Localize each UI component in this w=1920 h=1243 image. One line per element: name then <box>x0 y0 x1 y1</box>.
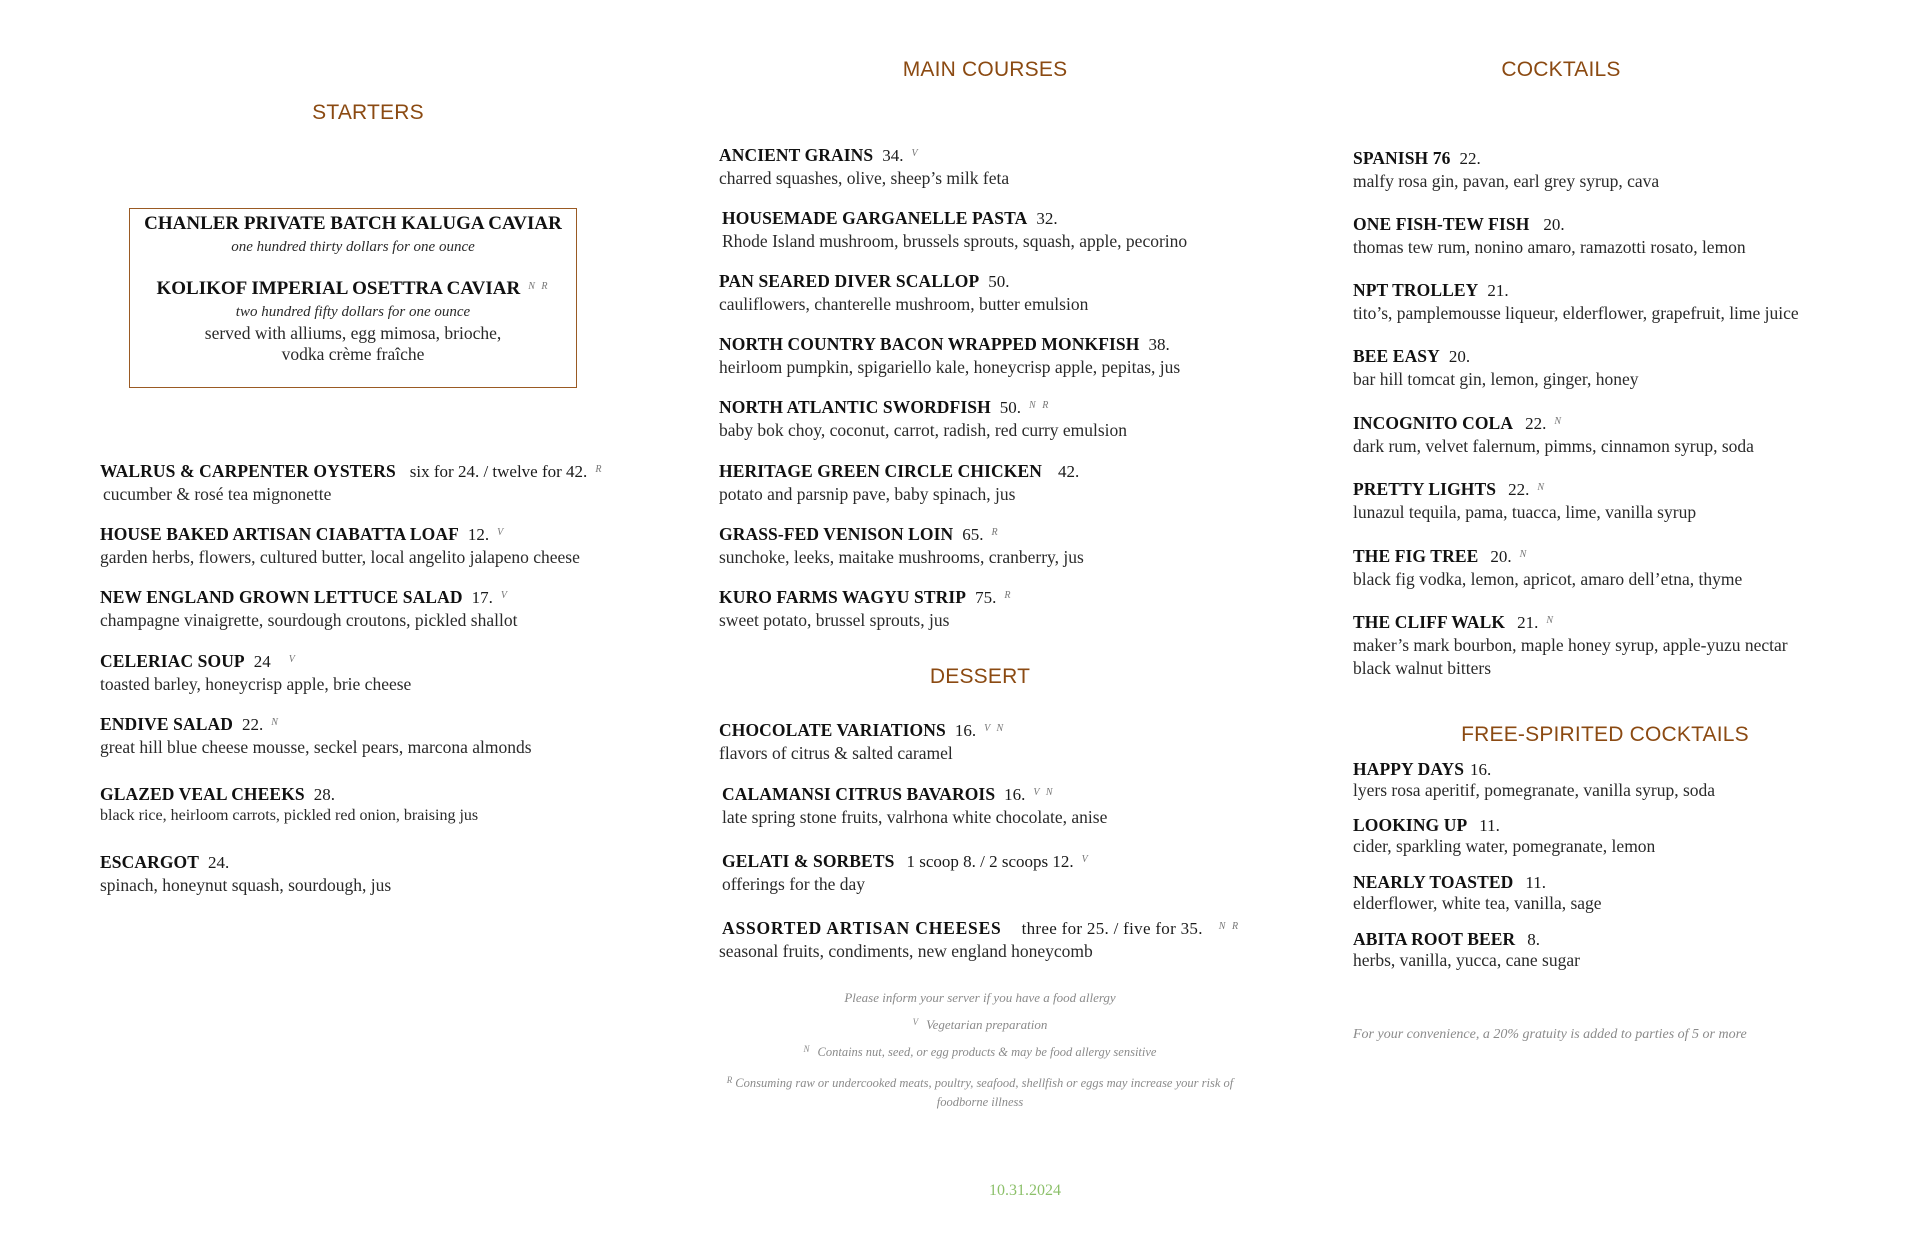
menu-item <box>100 714 532 758</box>
raw-note <box>716 1071 1244 1112</box>
menu-item <box>1353 346 1639 390</box>
item-marks: V N <box>1033 787 1055 798</box>
item-desc: cucumber & rosé tea mignonette <box>103 484 332 504</box>
dessert-title: DESSERT <box>929 665 1031 688</box>
item-price: 20. <box>1490 547 1512 566</box>
menu-item <box>719 918 1241 962</box>
item-price: 75. <box>975 588 997 607</box>
item-price: 42. <box>1057 462 1080 481</box>
caviar-box <box>129 208 577 388</box>
item-price: 34. <box>882 146 904 165</box>
item-name: PRETTY LIGHTS <box>1353 479 1497 499</box>
menu-item <box>719 397 1127 441</box>
menu-item <box>719 524 1084 568</box>
caviar-served-line: vodka crème fraîche <box>281 344 425 364</box>
menu-item <box>1353 546 1742 590</box>
item-marks: V N <box>984 723 1006 734</box>
menu-item <box>100 524 580 568</box>
menu-item <box>719 334 1180 378</box>
item-desc: maker’s mark bourbon, maple honey syrup, apple-yuzu nectar <box>1353 635 1788 655</box>
cocktails-title: COCKTAILS <box>1501 58 1621 81</box>
item-desc: sweet potato, brussel sprouts, jus <box>719 610 950 630</box>
menu-item <box>1353 280 1799 324</box>
menu-item <box>100 461 603 505</box>
item-name: CALAMANSI CITRUS BAVAROIS <box>722 784 996 804</box>
item-name: HAPPY DAYS <box>1353 759 1465 779</box>
item-price: 1 scoop 8. / 2 scoops 12. <box>906 852 1074 871</box>
item-desc: seasonal fruits, condiments, new england honeycomb <box>719 941 1093 961</box>
item-marks: V <box>1081 854 1090 865</box>
item-price: 32. <box>1036 209 1058 228</box>
menu-item <box>719 461 1087 505</box>
menu-item <box>722 851 1090 895</box>
menu-item <box>1353 479 1696 523</box>
item-price: 24 <box>253 652 271 671</box>
item-price: 22. <box>1525 414 1547 433</box>
item-marks: N <box>1537 482 1547 493</box>
menu-item <box>722 208 1187 252</box>
item-name: INCOGNITO COLA <box>1353 413 1514 433</box>
item-marks: R <box>595 464 604 475</box>
menu-item <box>1353 214 1746 258</box>
item-price: 24. <box>208 853 230 872</box>
vegetarian-note <box>720 1017 1240 1033</box>
item-desc: garden herbs, flowers, cultured butter, local angelito jalapeno cheese <box>100 547 580 567</box>
item-name: ESCARGOT <box>100 852 200 872</box>
menu-item <box>1353 759 1715 801</box>
nut-note <box>720 1044 1240 1060</box>
item-marks: N R <box>1218 921 1241 932</box>
item-desc: spinach, honeynut squash, sourdough, jus <box>100 875 392 895</box>
item-price: 50. <box>988 272 1010 291</box>
item-name: GLAZED VEAL CHEEKS <box>100 784 305 804</box>
item-desc: elderflower, white tea, vanilla, sage <box>1353 893 1602 913</box>
item-name: ASSORTED ARTISAN CHEESES <box>722 918 1002 938</box>
menu-item <box>100 784 478 825</box>
item-desc: lunazul tequila, pama, tuacca, lime, vanilla syrup <box>1353 502 1697 522</box>
item-name: GELATI & SORBETS <box>722 851 895 871</box>
item-name: ONE FISH-TEW FISH <box>1353 214 1530 234</box>
item-desc: heirloom pumpkin, spigariello kale, honeycrisp apple, pepitas, jus <box>719 357 1181 377</box>
item-name: SPANISH 76 <box>1353 148 1451 168</box>
item-name: THE CLIFF WALK <box>1353 612 1506 632</box>
item-name: NORTH ATLANTIC SWORDFISH <box>719 397 991 417</box>
item-name: GRASS-FED VENISON LOIN <box>719 524 954 544</box>
menu-item <box>1353 815 1655 857</box>
item-marks: N <box>1554 416 1563 427</box>
item-marks: V <box>500 590 509 601</box>
item-desc: flavors of citrus & salted caramel <box>719 743 953 763</box>
item-name: ANCIENT GRAINS <box>719 145 874 165</box>
menu-item <box>100 587 517 631</box>
menu-item <box>1353 612 1788 679</box>
item-name: CELERIAC SOUP <box>100 651 245 671</box>
item-desc: champagne vinaigrette, sourdough croutons, pickled shallot <box>100 610 518 630</box>
item-price: 21. <box>1517 613 1539 632</box>
item-marks: R <box>1004 590 1013 601</box>
item-name: HERITAGE GREEN CIRCLE CHICKEN <box>719 461 1042 481</box>
item-price: 50. <box>999 398 1022 417</box>
mains-title: MAIN COURSES <box>902 58 1068 81</box>
item-marks: V <box>497 527 506 538</box>
menu-item <box>1353 148 1659 192</box>
item-price: two hundred fifty dollars for one ounce <box>235 304 471 320</box>
item-marks: N <box>1519 549 1529 560</box>
item-name: KURO FARMS WAGYU STRIP <box>719 587 967 607</box>
caviar-item <box>130 213 576 256</box>
item-desc: sunchoke, leeks, maitake mushrooms, cranberry, jus <box>719 547 1084 567</box>
item-price: one hundred thirty dollars for one ounce <box>231 239 475 255</box>
nut-mark: N <box>803 1044 810 1054</box>
item-name: ABITA ROOT BEER <box>1353 929 1516 949</box>
menu-item <box>100 852 391 896</box>
menu-item <box>719 145 1009 189</box>
veg-text: Vegetarian preparation <box>926 1017 1048 1032</box>
item-name: NORTH COUNTRY BACON WRAPPED MONKFISH <box>719 334 1140 354</box>
menu-item <box>719 587 1012 631</box>
item-price: 22. <box>1459 149 1481 168</box>
item-desc: black walnut bitters <box>1353 658 1492 678</box>
item-name: NEW ENGLAND GROWN LETTUCE SALAD <box>100 587 463 607</box>
item-desc: black rice, heirloom carrots, pickled red onion, braising jus <box>100 807 479 824</box>
item-price: 22. <box>1508 480 1530 499</box>
item-name: HOUSEMADE GARGANELLE PASTA <box>722 208 1028 228</box>
item-name: BEE EASY <box>1353 346 1440 366</box>
item-price: 16. <box>1004 785 1026 804</box>
item-desc: bar hill tomcat gin, lemon, ginger, honey <box>1353 369 1639 389</box>
menu-date: 10.31.2024 <box>989 1182 1061 1199</box>
item-price: 20. <box>1543 215 1565 234</box>
item-price: 20. <box>1448 347 1471 366</box>
item-name: CHOCOLATE VARIATIONS <box>719 720 946 740</box>
item-name: THE FIG TREE <box>1353 546 1479 566</box>
item-price: 11. <box>1525 873 1547 892</box>
caviar-served-line: served with alliums, egg mimosa, brioche, <box>204 323 502 343</box>
menu-item <box>1353 929 1580 971</box>
item-name: CHANLER PRIVATE BATCH KALUGA CAVIAR <box>144 213 562 234</box>
item-marks: R <box>991 527 1000 538</box>
starters-title: STARTERS <box>312 101 424 124</box>
caviar-item <box>130 278 576 321</box>
item-marks: V <box>911 148 920 159</box>
item-price: 12. <box>467 525 490 544</box>
veg-mark: V <box>912 1017 919 1027</box>
item-price: 38. <box>1148 335 1170 354</box>
item-desc: cider, sparkling water, pomegranate, lemon <box>1353 836 1656 856</box>
item-desc: cauliflowers, chanterelle mushroom, butter emulsion <box>719 294 1089 314</box>
menu-item <box>719 271 1088 315</box>
item-price: 16. <box>954 721 977 740</box>
item-name: ENDIVE SALAD <box>100 714 233 734</box>
item-price: 8. <box>1527 930 1541 949</box>
item-desc: black fig vodka, lemon, apricot, amaro dell’etna, thyme <box>1353 569 1743 589</box>
menu-item <box>1353 872 1602 914</box>
nut-text: Contains nut, seed, or egg products & may be food allergy sensitive <box>817 1045 1157 1059</box>
menu-item <box>1353 413 1754 457</box>
item-desc: thomas tew rum, nonino amaro, ramazotti rosato, lemon <box>1353 237 1746 257</box>
item-marks: V <box>288 654 297 665</box>
item-price: 16. <box>1470 760 1492 779</box>
item-price: six for 24. / twelve for 42. <box>409 462 588 481</box>
item-price: 28. <box>313 785 335 804</box>
item-price: 21. <box>1487 281 1509 300</box>
raw-text: Consuming raw or undercooked meats, poultry, seafood, shellfish or eggs may increase your risk of <box>735 1076 1234 1090</box>
item-name: NPT TROLLEY <box>1353 280 1479 300</box>
menu-item <box>719 720 1005 764</box>
item-marks: N R <box>528 281 550 292</box>
item-desc: late spring stone fruits, valrhona white chocolate, anise <box>722 807 1108 827</box>
item-desc: dark rum, velvet falernum, pimms, cinnamon syrup, soda <box>1353 436 1754 456</box>
item-desc: malfy rosa gin, pavan, earl grey syrup, cava <box>1353 171 1660 191</box>
item-desc: Rhode Island mushroom, brussels sprouts, squash, apple, pecorino <box>722 231 1188 251</box>
item-price: 65. <box>962 525 984 544</box>
item-desc: herbs, vanilla, yucca, cane sugar <box>1353 950 1580 970</box>
item-desc: toasted barley, honeycrisp apple, brie cheese <box>100 674 412 694</box>
menu-item <box>722 784 1107 828</box>
allergy-note: Please inform your server if you have a food allergy <box>844 990 1116 1005</box>
item-name: PAN SEARED DIVER SCALLOP <box>719 271 980 291</box>
item-desc: baby bok choy, coconut, carrot, radish, red curry emulsion <box>719 420 1128 440</box>
item-price: 17. <box>471 588 493 607</box>
item-price: 22. <box>241 715 264 734</box>
item-desc: great hill blue cheese mousse, seckel pears, marcona almonds <box>100 737 532 757</box>
item-name: HOUSE BAKED ARTISAN CIABATTA LOAF <box>100 524 459 544</box>
item-desc: charred squashes, olive, sheep’s milk feta <box>719 168 1010 188</box>
free-spirited-title: FREE-SPIRITED COCKTAILS <box>1461 723 1749 746</box>
item-marks: N <box>1546 615 1556 626</box>
item-marks: N <box>271 717 280 728</box>
item-marks: N R <box>1029 400 1051 411</box>
item-name: WALRUS & CARPENTER OYSTERS <box>100 461 396 481</box>
item-name: LOOKING UP <box>1353 815 1468 835</box>
raw-mark: R <box>726 1075 733 1085</box>
item-price: 11. <box>1479 816 1500 835</box>
item-name: KOLIKOF IMPERIAL OSETTRA CAVIAR <box>156 278 521 299</box>
gratuity-note: For your convenience, a 20% gratuity is added to parties of 5 or more <box>1353 1027 1747 1042</box>
raw-text: foodborne illness <box>936 1095 1024 1109</box>
item-name: NEARLY TOASTED <box>1353 872 1514 892</box>
item-desc: lyers rosa aperitif, pomegranate, vanilla syrup, soda <box>1353 780 1716 800</box>
item-desc: offerings for the day <box>722 874 866 894</box>
item-desc: tito’s, pamplemousse liqueur, elderflower, grapefruit, lime juice <box>1353 303 1799 323</box>
item-price: three for 25. / five for 35. <box>1021 919 1203 938</box>
menu-item <box>100 651 411 695</box>
item-desc: potato and parsnip pave, baby spinach, jus <box>719 484 1016 504</box>
